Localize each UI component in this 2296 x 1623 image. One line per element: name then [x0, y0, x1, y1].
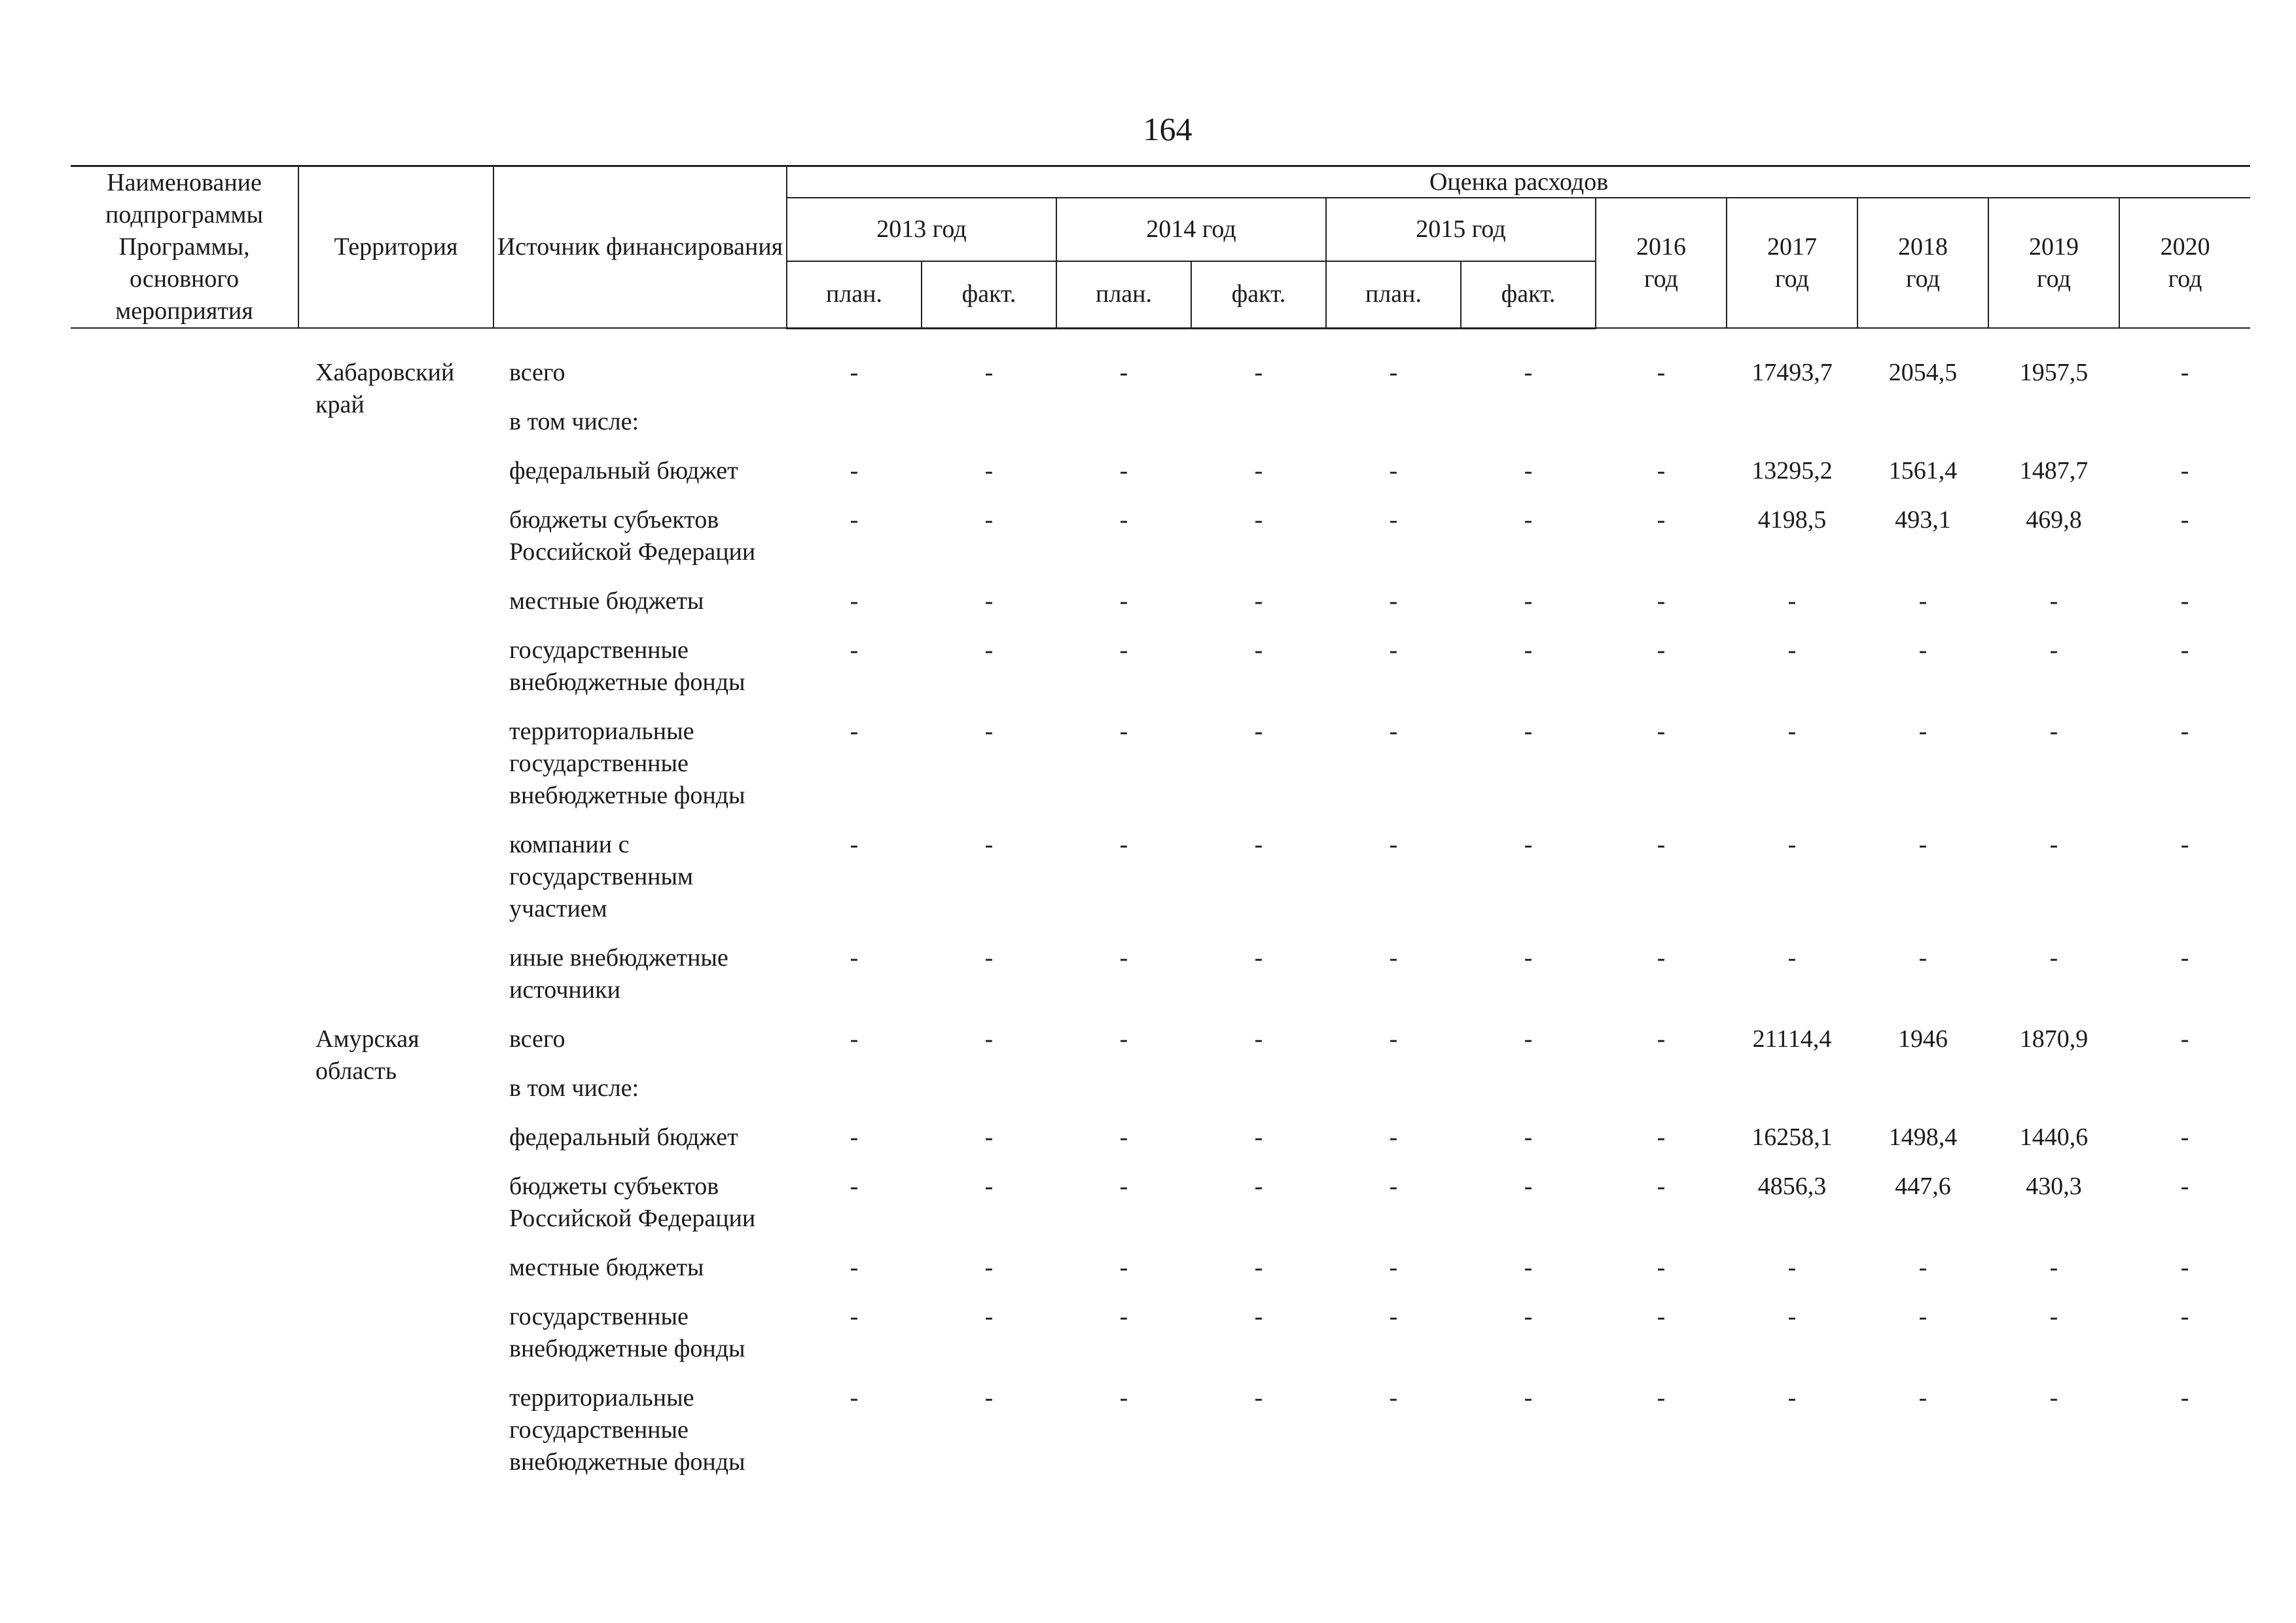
- value-cell: -: [2049, 943, 2058, 972]
- value-cell: 1498,4: [1888, 1123, 1958, 1151]
- value-cell: -: [1787, 636, 1797, 664]
- value-cell: -: [2180, 1383, 2189, 1412]
- value-cell: -: [850, 587, 859, 615]
- value-cell: [1191, 406, 1326, 455]
- header-plan: план.: [1326, 261, 1461, 329]
- value-cell: -: [1524, 830, 1533, 858]
- value-cell: -: [1389, 456, 1398, 484]
- header-name: Наименование подпрограммы Программы, основного мероприятия: [71, 166, 298, 329]
- value-cell: -: [1657, 943, 1666, 972]
- value-cell: -: [984, 717, 994, 745]
- value-cell: -: [1918, 943, 1928, 972]
- value-cell: -: [984, 1172, 994, 1200]
- value-cell: -: [1119, 1123, 1128, 1151]
- budget-table: [71, 165, 2250, 1495]
- value-cell: -: [1524, 587, 1533, 615]
- table-body: [71, 328, 2250, 1495]
- value-cell: -: [1787, 1302, 1797, 1330]
- value-cell: -: [1524, 1172, 1533, 1200]
- header-year-2018: 2018 год: [1857, 198, 1988, 328]
- value-cell: 430,3: [2026, 1172, 2082, 1200]
- value-cell: -: [1657, 456, 1666, 484]
- value-cell: -: [1787, 1383, 1797, 1412]
- value-cell: -: [1254, 1123, 1263, 1151]
- value-cell: -: [1389, 943, 1398, 972]
- value-cell: 1487,7: [2019, 456, 2089, 484]
- value-cell: -: [850, 505, 859, 534]
- source-cell: бюджеты субъектов Российской Федерации: [509, 505, 756, 566]
- header-fact: факт.: [922, 261, 1056, 329]
- value-cell: -: [1119, 1172, 1128, 1200]
- header-year-2020: 2020 год: [2119, 198, 2250, 328]
- value-cell: -: [1254, 717, 1263, 745]
- value-cell: -: [850, 717, 859, 745]
- value-cell: [1857, 1072, 1988, 1122]
- header-year-2017: 2017 год: [1727, 198, 1857, 328]
- value-cell: -: [850, 1025, 859, 1053]
- value-cell: -: [1254, 1172, 1263, 1200]
- value-cell: -: [984, 636, 994, 664]
- value-cell: -: [1918, 1302, 1928, 1330]
- value-cell: -: [1119, 1253, 1128, 1281]
- header-expense-estimate: Оценка расходов: [787, 166, 2250, 198]
- value-cell: [1988, 1072, 2119, 1122]
- header-year-2015: 2015 год: [1326, 198, 1596, 261]
- value-cell: -: [984, 1383, 994, 1412]
- value-cell: -: [1524, 1302, 1533, 1330]
- value-cell: [1461, 406, 1596, 455]
- value-cell: [1056, 406, 1191, 455]
- value-cell: [1596, 406, 1727, 455]
- value-cell: -: [2180, 1302, 2189, 1330]
- value-cell: -: [1389, 1383, 1398, 1412]
- value-cell: -: [850, 1302, 859, 1330]
- value-cell: -: [1389, 830, 1398, 858]
- value-cell: -: [1254, 1302, 1263, 1330]
- value-cell: -: [2049, 717, 2058, 745]
- value-cell: -: [1918, 636, 1928, 664]
- value-cell: -: [1119, 1302, 1128, 1330]
- value-cell: -: [2180, 358, 2189, 386]
- source-cell: территориальные государственные внебюджетные фонды: [509, 1383, 745, 1476]
- value-cell: -: [1657, 1302, 1666, 1330]
- value-cell: -: [1254, 587, 1263, 615]
- value-cell: -: [1787, 1253, 1797, 1281]
- source-cell: местные бюджеты: [509, 587, 704, 615]
- value-cell: -: [2049, 1383, 2058, 1412]
- value-cell: -: [1254, 505, 1263, 534]
- value-cell: -: [850, 1172, 859, 1200]
- value-cell: -: [1389, 1123, 1398, 1151]
- program-name-cell: [71, 357, 298, 1023]
- value-cell: -: [2049, 636, 2058, 664]
- value-cell: 4198,5: [1757, 505, 1827, 534]
- value-cell: 17493,7: [1751, 358, 1833, 386]
- value-cell: -: [850, 358, 859, 386]
- value-cell: -: [1524, 456, 1533, 484]
- value-cell: -: [1119, 830, 1128, 858]
- value-cell: -: [1918, 1383, 1928, 1412]
- source-cell: всего: [509, 358, 565, 386]
- value-cell: -: [2180, 1025, 2189, 1053]
- value-cell: -: [1524, 1123, 1533, 1151]
- value-cell: -: [2180, 1172, 2189, 1200]
- value-cell: -: [1119, 1383, 1128, 1412]
- value-cell: -: [1787, 717, 1797, 745]
- table-row: [71, 357, 2250, 406]
- page-number: 164: [1143, 111, 1193, 147]
- value-cell: -: [1657, 587, 1666, 615]
- value-cell: -: [1119, 587, 1128, 615]
- value-cell: [787, 406, 922, 455]
- value-cell: -: [1389, 1025, 1398, 1053]
- value-cell: 21114,4: [1752, 1025, 1832, 1053]
- value-cell: -: [2180, 717, 2189, 745]
- value-cell: -: [1119, 358, 1128, 386]
- header-year-2013: 2013 год: [787, 198, 1056, 261]
- value-cell: -: [1389, 636, 1398, 664]
- value-cell: -: [1787, 587, 1797, 615]
- value-cell: -: [1389, 1172, 1398, 1200]
- value-cell: -: [1918, 1253, 1928, 1281]
- value-cell: -: [2049, 830, 2058, 858]
- value-cell: -: [1787, 943, 1797, 972]
- header-year-2016: 2016 год: [1596, 198, 1727, 328]
- value-cell: -: [1657, 1172, 1666, 1200]
- value-cell: -: [1119, 505, 1128, 534]
- value-cell: -: [1524, 943, 1533, 972]
- value-cell: 493,1: [1895, 505, 1951, 534]
- value-cell: -: [1389, 717, 1398, 745]
- value-cell: -: [984, 505, 994, 534]
- table-row: [71, 1023, 2250, 1072]
- value-cell: -: [2049, 587, 2058, 615]
- source-cell: бюджеты субъектов Российской Федерации: [509, 1172, 756, 1232]
- value-cell: [2119, 1072, 2250, 1122]
- value-cell: -: [1657, 358, 1666, 386]
- value-cell: -: [1657, 1383, 1666, 1412]
- value-cell: -: [2180, 1123, 2189, 1151]
- value-cell: -: [1254, 636, 1263, 664]
- value-cell: 469,8: [2026, 505, 2082, 534]
- value-cell: 1946: [1898, 1025, 1948, 1053]
- header-year-2019: 2019 год: [1988, 198, 2119, 328]
- value-cell: [922, 1072, 1056, 1122]
- value-cell: -: [1254, 830, 1263, 858]
- value-cell: -: [1524, 1253, 1533, 1281]
- source-cell: в том числе:: [509, 407, 639, 435]
- value-cell: -: [1524, 358, 1533, 386]
- value-cell: -: [1657, 636, 1666, 664]
- source-cell: федеральный бюджет: [509, 456, 738, 484]
- value-cell: -: [2180, 1253, 2189, 1281]
- value-cell: -: [1918, 830, 1928, 858]
- value-cell: -: [2180, 943, 2189, 972]
- value-cell: -: [1254, 1253, 1263, 1281]
- value-cell: -: [984, 1025, 994, 1053]
- source-cell: в том числе:: [509, 1074, 639, 1102]
- value-cell: -: [850, 636, 859, 664]
- value-cell: -: [1787, 830, 1797, 858]
- value-cell: 1870,9: [2019, 1025, 2089, 1053]
- value-cell: 16258,1: [1751, 1123, 1833, 1151]
- header-plan: план.: [787, 261, 922, 329]
- value-cell: -: [850, 943, 859, 972]
- value-cell: -: [1524, 505, 1533, 534]
- value-cell: -: [1254, 358, 1263, 386]
- value-cell: [1857, 406, 1988, 455]
- territory-cell: Амурская область: [315, 1025, 420, 1085]
- value-cell: 4856,3: [1757, 1172, 1827, 1200]
- value-cell: -: [2180, 636, 2189, 664]
- value-cell: -: [1254, 1025, 1263, 1053]
- value-cell: -: [984, 1302, 994, 1330]
- value-cell: 1957,5: [2019, 358, 2089, 386]
- value-cell: -: [1119, 943, 1128, 972]
- value-cell: -: [1657, 1253, 1666, 1281]
- source-cell: государственные внебюджетные фонды: [509, 1302, 745, 1362]
- value-cell: 1440,6: [2019, 1123, 2089, 1151]
- source-cell: компании с государственным участием: [509, 830, 694, 922]
- value-cell: -: [2180, 830, 2189, 858]
- value-cell: -: [850, 1253, 859, 1281]
- value-cell: [1727, 1072, 1857, 1122]
- header-source: Источник финансирования: [493, 166, 787, 329]
- value-cell: -: [1254, 943, 1263, 972]
- value-cell: -: [850, 1383, 859, 1412]
- value-cell: -: [1254, 456, 1263, 484]
- value-cell: 13295,2: [1751, 456, 1833, 484]
- value-cell: 2054,5: [1888, 358, 1958, 386]
- value-cell: -: [850, 830, 859, 858]
- value-cell: -: [1119, 1025, 1128, 1053]
- value-cell: -: [2180, 456, 2189, 484]
- value-cell: [1461, 1072, 1596, 1122]
- program-name-cell: [71, 1023, 298, 1495]
- value-cell: -: [1119, 636, 1128, 664]
- value-cell: -: [1524, 1383, 1533, 1412]
- value-cell: -: [1119, 456, 1128, 484]
- value-cell: -: [1524, 1025, 1533, 1053]
- value-cell: -: [1657, 830, 1666, 858]
- value-cell: [1988, 406, 2119, 455]
- source-cell: территориальные государственные внебюджетные фонды: [509, 717, 745, 809]
- value-cell: -: [2049, 1302, 2058, 1330]
- value-cell: [1056, 1072, 1191, 1122]
- value-cell: -: [850, 1123, 859, 1151]
- value-cell: [1727, 406, 1857, 455]
- header-fact: факт.: [1461, 261, 1596, 329]
- value-cell: -: [1389, 1302, 1398, 1330]
- value-cell: -: [984, 1123, 994, 1151]
- value-cell: [1326, 406, 1461, 455]
- value-cell: -: [1389, 1253, 1398, 1281]
- value-cell: -: [984, 587, 994, 615]
- value-cell: [2119, 406, 2250, 455]
- source-cell: иные внебюджетные источники: [509, 943, 728, 1004]
- header-territory: Территория: [298, 166, 493, 329]
- source-cell: всего: [509, 1025, 565, 1053]
- territory-cell: Хабаровский край: [315, 358, 455, 418]
- value-cell: -: [2180, 505, 2189, 534]
- source-cell: местные бюджеты: [509, 1253, 704, 1281]
- value-cell: 1561,4: [1888, 456, 1958, 484]
- value-cell: [1191, 1072, 1326, 1122]
- value-cell: -: [1389, 358, 1398, 386]
- value-cell: -: [984, 456, 994, 484]
- value-cell: -: [1389, 505, 1398, 534]
- header-year-2014: 2014 год: [1056, 198, 1326, 261]
- value-cell: -: [1657, 717, 1666, 745]
- value-cell: [1326, 1072, 1461, 1122]
- value-cell: -: [984, 358, 994, 386]
- value-cell: -: [1657, 1025, 1666, 1053]
- value-cell: -: [1254, 1383, 1263, 1412]
- value-cell: -: [2180, 587, 2189, 615]
- table-header: [71, 166, 2250, 329]
- header-plan: план.: [1056, 261, 1191, 329]
- value-cell: -: [1524, 717, 1533, 745]
- value-cell: 447,6: [1895, 1172, 1951, 1200]
- value-cell: -: [984, 830, 994, 858]
- value-cell: -: [1657, 505, 1666, 534]
- header-fact: факт.: [1191, 261, 1326, 329]
- source-cell: государственные внебюджетные фонды: [509, 636, 745, 696]
- value-cell: -: [1389, 587, 1398, 615]
- value-cell: -: [984, 943, 994, 972]
- value-cell: -: [1918, 717, 1928, 745]
- value-cell: -: [2049, 1253, 2058, 1281]
- value-cell: [1596, 1072, 1727, 1122]
- value-cell: -: [984, 1253, 994, 1281]
- value-cell: [922, 406, 1056, 455]
- value-cell: -: [1657, 1123, 1666, 1151]
- source-cell: федеральный бюджет: [509, 1123, 738, 1151]
- value-cell: -: [1918, 587, 1928, 615]
- value-cell: -: [850, 456, 859, 484]
- value-cell: [787, 1072, 922, 1122]
- value-cell: -: [1119, 717, 1128, 745]
- value-cell: -: [1524, 636, 1533, 664]
